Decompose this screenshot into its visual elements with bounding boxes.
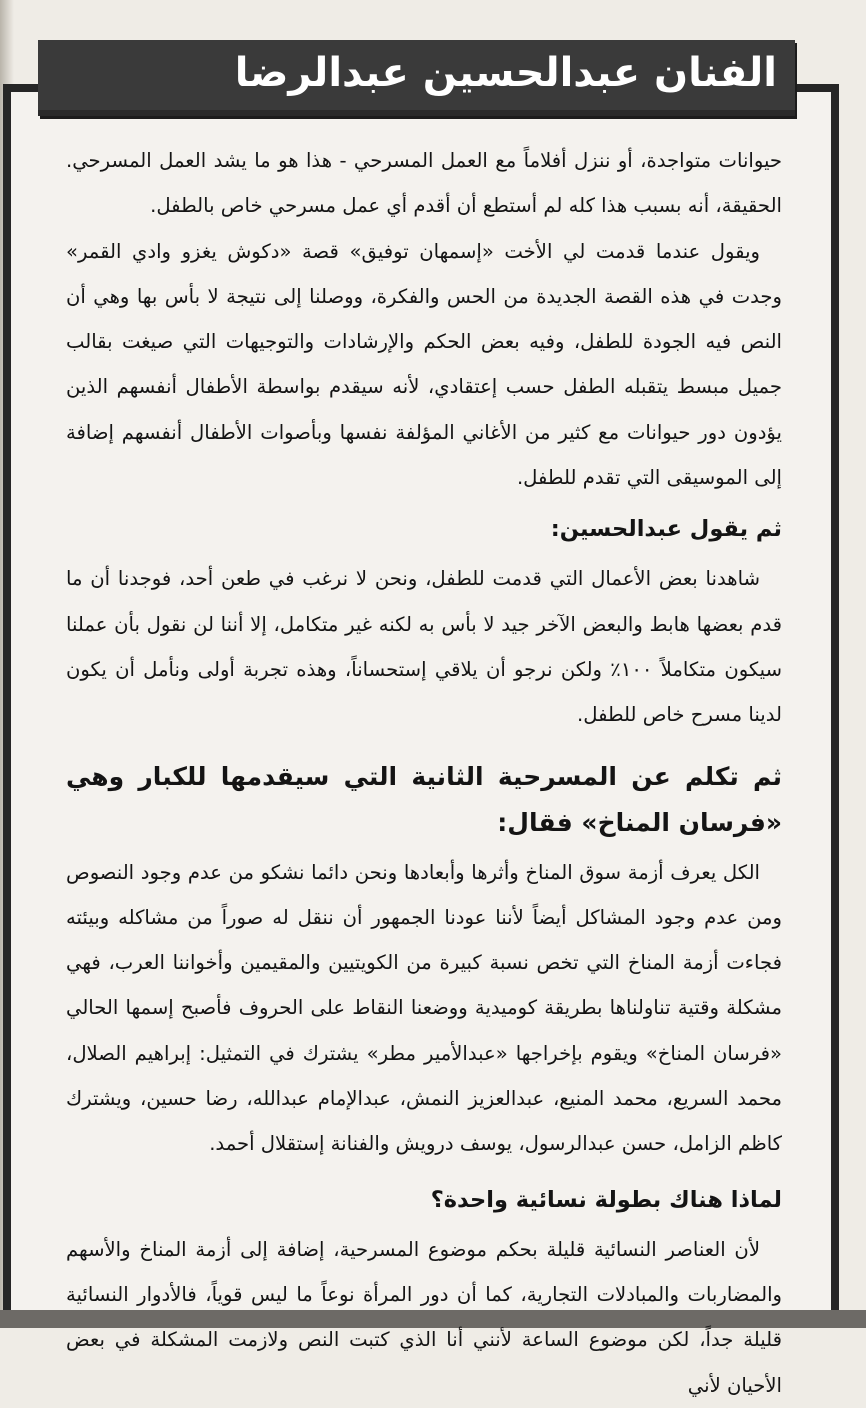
- paragraph-2: ويقول عندما قدمت لي الأخت «إسمهان توفيق» قصة «دكوش يغزو وادي القمر» وجدت في هذه القصة الجديدة من الحس والفكرة، ووصلنا إلى نتيجة لا بأس بها وهي أن النص فيه الجودة للطفل، وفيه بعض الحكم والإرشادات والتوجيهات التي صيغت بقالب جميل مبسط يتقبله الطفل حسب إعتقادي، لأنه سيقدم بواسطة الأطفال أنفسهم الذين يؤدون دور حيوانات مع كثير من الأغاني المؤلفة نفسها وبأصوات الأطفال أنفسهم إضافة إلى الموسيقى التي تقدم للطفل.: [66, 239, 782, 490]
- paragraph-3: شاهدنا بعض الأعمال التي قدمت للطفل، ونحن لا نرغب في طعن أحد، فوجدنا أن ما قدم بعضها هابط والبعض الآخر جيد لا بأس به لكنه غير متكامل، إلا أننا لن نقول بأن عملنا سيكون متكاملاً ١٠٠٪ ولكن نرجو أن يلاقي إستحساناً، وهذه تجربة أولى ونأمل أن يكون لدينا مسرح خاص للطفل.: [66, 567, 782, 727]
- article-body: [66, 138, 782, 1408]
- subheading-3: لماذا هناك بطولة نسائية واحدة؟: [430, 1186, 782, 1213]
- subheading-1: ثم يقول عبدالحسين:: [550, 516, 782, 543]
- subheading-2: ثم تكلم عن المسرحية الثانية التي سيقدمها للكبار وهي «فرسان المناخ» فقال:: [66, 761, 782, 837]
- chapter-title-bar: [38, 40, 795, 116]
- paragraph-5: لأن العناصر النسائية قليلة بحكم موضوع المسرحية، إضافة إلى أزمة المناخ والأسهم والمضاربات والمبادلات التجارية، كما أن دور المرأة نوعاً ما ليس قوياً، فالأدوار النسائية قليلة جداً، لكن موضوع الساعة لأنني أنا الذي كتبت النص ولازمت المشكلة في بعض الأحيان لأني: [66, 1237, 782, 1397]
- chapter-title: الفنان عبدالحسين عبدالرضا: [234, 50, 777, 96]
- paragraph-4: الكل يعرف أزمة سوق المناخ وأثرها وأبعادها ونحن دائما نشكو من عدم وجود النصوص ومن عدم وجود المشاكل أيضاً لأننا عودنا الجمهور أن ننقل له صوراً من مشاكله وبيئته فجاءت أزمة المناخ التي تخص نسبة كبيرة من الكويتيين والمقيمين وأخواننا العرب، فهي مشكلة وقتية تناولناها بطريقة كوميدية ووضعنا النقاط على الحروف فأصبح إسمها الحالي «فرسان المناخ» ويقوم بإخراجها «عبدالأمير مطر» يشترك في التمثيل: إبراهيم الصلال، محمد السريع، محمد المنيع، عبدالعزيز النمش، عبدالإمام عبدالله، رضا حسين، ويشترك كاظم الزامل، حسن عبدالرسول، يوسف درويش والفنانة إستقلال أحمد.: [66, 860, 782, 1156]
- paragraph-1: حيوانات متواجدة، أو ننزل أفلاماً مع العمل المسرحي - هذا هو ما يشد العمل المسرحي. الحقيقة، أنه بسبب هذا كله لم أستطع أن أقدم أي عمل مسرحي خاص بالطفل.: [66, 149, 782, 218]
